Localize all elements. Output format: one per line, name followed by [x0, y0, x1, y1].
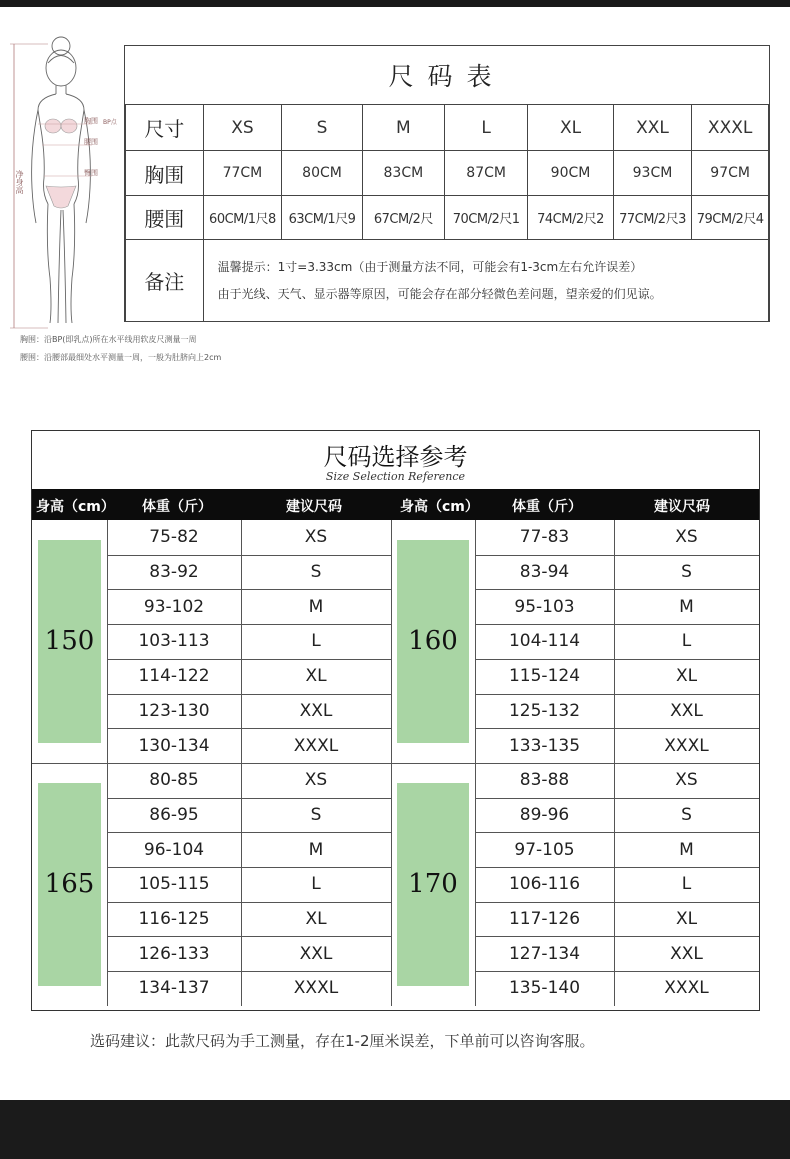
size-suggestion-cell: XXXL: [293, 978, 339, 999]
grid-hline: [107, 694, 391, 695]
size-cell: XXL: [613, 105, 692, 151]
grid-hline: [475, 589, 759, 590]
grid-hline: [475, 555, 759, 556]
size-cell: XS: [203, 105, 282, 151]
size-suggestion-cell: XXXL: [664, 978, 709, 999]
chest-cell: 93CM: [613, 151, 692, 196]
grid-hline: [475, 694, 759, 695]
size-advice-footnote: 选码建议：此款尺码为手工测量，存在1-2厘米误差，下单前可以咨询客服。: [90, 1032, 595, 1050]
weight-cell: 80-85: [149, 770, 199, 791]
grid-hline-block: [32, 763, 759, 764]
col-header-size-left: 建议尺码: [286, 499, 342, 515]
size-suggestion-cell: S: [310, 804, 322, 825]
size-suggestion-cell: XXL: [299, 943, 333, 964]
grid-hline: [475, 798, 759, 799]
waist-cell: 63CM/1尺9: [282, 196, 363, 240]
size-suggestion-cell: M: [679, 839, 694, 860]
chest-cell: 80CM: [282, 151, 363, 196]
grid-hline: [475, 902, 759, 903]
col-header-weight-left: 体重（斤）: [142, 499, 212, 515]
remark-line-2: 由于光线、天气、显示器等原因，可能会存在部分轻微色差问题，望亲爱的们见谅。: [217, 286, 662, 301]
weight-cell: 127-134: [508, 943, 581, 964]
grid-vline: [475, 520, 476, 1006]
size-suggestion-cell: XXL: [670, 700, 703, 721]
figure-label-bp: BP点: [103, 119, 117, 126]
size-suggestion-cell: XL: [675, 666, 698, 687]
grid-vline: [107, 520, 108, 1006]
waist-cell: 77CM/2尺3: [613, 196, 692, 240]
size-suggestion-cell: M: [308, 839, 324, 860]
grid-hline: [107, 832, 391, 833]
size-reference-table: [31, 430, 760, 1011]
weight-cell: 116-125: [138, 909, 210, 930]
col-header-height-left: 身高（cm）: [36, 499, 115, 515]
waist-cell: 79CM/2尺4: [692, 196, 769, 240]
weight-cell: 105-115: [138, 874, 210, 895]
grid-hline: [475, 936, 759, 937]
top-bar: [0, 0, 790, 7]
chest-cell: 97CM: [692, 151, 769, 196]
size-suggestion-cell: L: [681, 631, 692, 652]
size-cell: XL: [528, 105, 613, 151]
height-block-170: 170: [397, 783, 469, 986]
weight-cell: 104-114: [508, 631, 581, 652]
row-header-waist: 腰围: [126, 196, 204, 240]
size-suggestion-cell: XXL: [670, 943, 703, 964]
chest-cell: 77CM: [203, 151, 282, 196]
size-suggestion-cell: XS: [304, 527, 328, 548]
weight-cell: 103-113: [138, 631, 210, 652]
body-figure: [8, 18, 128, 333]
grid-hline: [475, 867, 759, 868]
size-suggestion-cell: XL: [305, 909, 327, 930]
size-suggestion-cell: M: [308, 596, 324, 617]
size-suggestion-cell: XL: [305, 666, 327, 687]
weight-cell: 106-116: [508, 874, 581, 895]
figure-label-hip: 臀围: [84, 169, 98, 177]
waist-cell: 60CM/1尺8: [203, 196, 282, 240]
size-suggestion-cell: XXXL: [293, 735, 339, 756]
grid-hline: [107, 902, 391, 903]
body-silhouette: [8, 18, 128, 333]
grid-hline: [107, 936, 391, 937]
weight-cell: 83-88: [519, 770, 570, 791]
size-suggestion-cell: XXXL: [664, 735, 709, 756]
row-header-chest: 胸围: [126, 151, 204, 196]
waist-cell: 67CM/2尺: [362, 196, 444, 240]
col-header-height-right: 身高（cm）: [400, 499, 479, 515]
height-block-165: 165: [38, 783, 101, 986]
weight-cell: 115-124: [508, 666, 581, 687]
grid-hline: [107, 867, 391, 868]
weight-cell: 77-83: [519, 527, 570, 548]
chest-cell: 90CM: [528, 151, 613, 196]
size-suggestion-cell: L: [311, 874, 321, 895]
weight-cell: 95-103: [514, 596, 575, 617]
size-suggestion-cell: XL: [675, 909, 698, 930]
waist-cell: 70CM/2尺1: [444, 196, 527, 240]
weight-cell: 130-134: [138, 735, 210, 756]
waist-measure-note: 腰围：沿腰部最细处水平测量一周，一般为肚脐向上2cm: [20, 353, 222, 362]
waist-cell: 74CM/2尺2: [528, 196, 613, 240]
grid-vline: [614, 520, 615, 1006]
row-header-remark: 备注: [126, 240, 204, 322]
figure-label-chest: 胸围: [84, 117, 98, 125]
weight-cell: 126-133: [138, 943, 210, 964]
size-cell: M: [362, 105, 444, 151]
weight-cell: 125-132: [508, 700, 581, 721]
size-suggestion-cell: S: [310, 562, 322, 583]
size-chart-grid: [125, 104, 769, 322]
weight-cell: 114-122: [138, 666, 210, 687]
grid-hline: [107, 971, 391, 972]
chest-measure-note: 胸围：沿BP(即乳点)所在水平线用软皮尺测量一周: [20, 335, 197, 344]
grid-hline: [475, 728, 759, 729]
weight-cell: 93-102: [143, 596, 205, 617]
remark-content: [203, 240, 768, 322]
size-suggestion-cell: XS: [675, 527, 698, 548]
chest-cell: 87CM: [444, 151, 527, 196]
col-header-size-right: 建议尺码: [654, 499, 710, 515]
weight-cell: 123-130: [138, 700, 210, 721]
size-cell: XXXL: [692, 105, 769, 151]
reference-subtitle: Size Selection Reference: [325, 470, 466, 483]
remark-line-1: 温馨提示：1寸=3.33cm（由于测量方法不同，可能会有1-3cm左右允许误差）: [217, 259, 643, 274]
weight-cell: 96-104: [143, 839, 205, 860]
size-chart-title: 尺码表: [125, 46, 769, 105]
size-suggestion-cell: S: [681, 804, 692, 825]
grid-vline: [241, 520, 242, 1006]
weight-cell: 134-137: [138, 978, 210, 999]
weight-cell: 89-96: [519, 804, 570, 825]
grid-hline: [475, 624, 759, 625]
size-suggestion-cell: XS: [304, 770, 328, 791]
weight-cell: 75-82: [149, 527, 199, 548]
height-block-150: 150: [38, 540, 101, 743]
chest-cell: 83CM: [362, 151, 444, 196]
weight-cell: 133-135: [508, 735, 581, 756]
reference-header-row: [32, 489, 759, 520]
size-suggestion-cell: M: [679, 596, 694, 617]
size-cell: S: [282, 105, 363, 151]
figure-label-height: 净身高: [15, 170, 24, 194]
col-header-weight-right: 体重（斤）: [512, 499, 582, 515]
weight-cell: 117-126: [508, 909, 581, 930]
size-cell: L: [444, 105, 527, 151]
height-block-160: 160: [397, 540, 469, 743]
weight-cell: 97-105: [514, 839, 575, 860]
weight-cell: 83-92: [149, 562, 199, 583]
figure-label-waist: 腰围: [84, 138, 98, 146]
grid-hline: [107, 728, 391, 729]
size-chart-table: [124, 45, 770, 322]
weight-cell: 83-94: [519, 562, 570, 583]
grid-hline: [107, 589, 391, 590]
grid-hline: [107, 555, 391, 556]
bottom-bar: [0, 1100, 790, 1159]
weight-cell: 135-140: [508, 978, 581, 999]
grid-hline: [475, 971, 759, 972]
size-suggestion-cell: L: [311, 631, 321, 652]
grid-hline: [107, 624, 391, 625]
size-suggestion-cell: XS: [675, 770, 698, 791]
weight-cell: 86-95: [149, 804, 199, 825]
size-suggestion-cell: XXL: [299, 700, 333, 721]
grid-hline: [475, 659, 759, 660]
size-suggestion-cell: L: [681, 874, 692, 895]
grid-hline: [107, 798, 391, 799]
grid-vline: [391, 520, 392, 1006]
size-suggestion-cell: S: [681, 562, 692, 583]
row-header-size: 尺寸: [126, 105, 204, 151]
grid-hline: [107, 659, 391, 660]
reference-title: 尺码选择参考: [323, 443, 468, 471]
grid-hline: [475, 832, 759, 833]
